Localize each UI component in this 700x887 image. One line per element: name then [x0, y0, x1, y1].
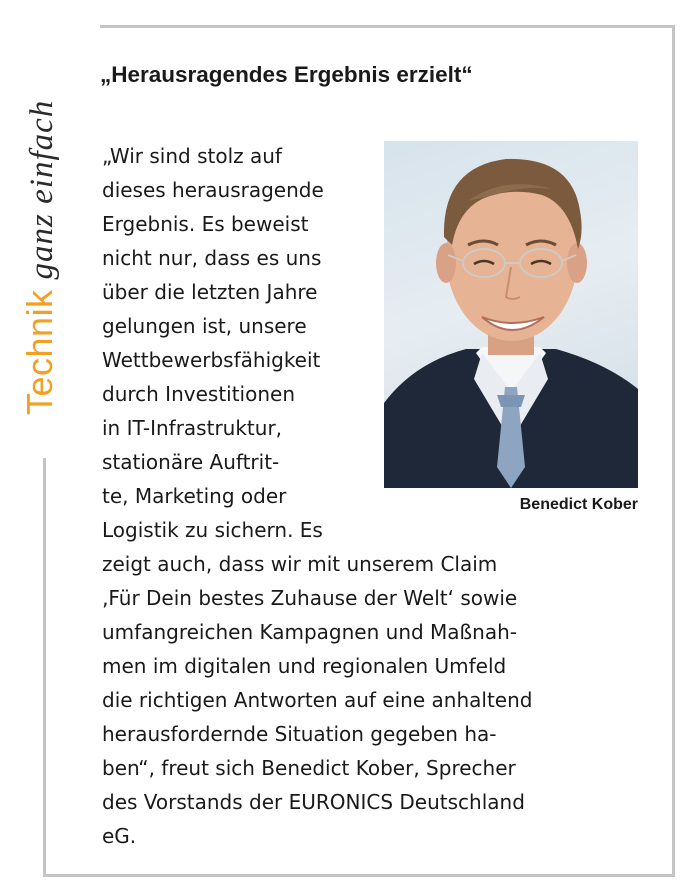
photo-caption: Benedict Kober — [519, 496, 638, 513]
vertical-brand-label — [19, 99, 60, 415]
body-line: ben“, freut sich Benedict Kober, Sprecher — [102, 756, 516, 780]
body-line: nicht nur, dass es uns — [102, 246, 322, 270]
body-line: „Wir sind stolz auf — [102, 144, 282, 168]
body-line: umfangreichen Kampagnen und Maßnah- — [102, 620, 517, 644]
body-line: men im digitalen und regionalen Umfeld — [102, 654, 507, 678]
body-line: zeigt auch, dass wir mit unserem Claim — [102, 552, 498, 576]
body-line: Wettbewerbsfähigkeit — [102, 348, 321, 372]
body-line: herausfordernde Situation gegeben ha- — [102, 722, 497, 746]
brand-word-ganz-einfach: ganz einfach — [24, 99, 60, 280]
frame-left-border — [43, 458, 46, 877]
frame-right-border — [672, 25, 675, 877]
body-line: te, Marketing oder — [102, 484, 287, 508]
body-line: in IT-Infrastruktur, — [102, 416, 283, 440]
body-line: gelungen ist, unsere — [102, 314, 307, 338]
article-body — [102, 139, 662, 853]
body-line: über die letzten Jahre — [102, 280, 318, 304]
body-line: dieses herausragende — [102, 178, 324, 202]
body-line: des Vorstands der EURONICS Deutschland — [102, 790, 525, 814]
frame-bottom-border — [43, 874, 675, 877]
body-line: durch Investitionen — [102, 382, 296, 406]
body-line: Logistik zu sichern. Es — [102, 518, 323, 542]
body-line: ‚Für Dein bestes Zuhause der Welt‘ sowie — [102, 586, 518, 610]
body-line: Ergebnis. Es beweist — [102, 212, 309, 236]
article-headline: „Herausragendes Ergebnis erzielt“ — [100, 62, 473, 87]
frame-top-border — [100, 25, 675, 28]
body-line: eG. — [102, 824, 137, 848]
body-line: die richtigen Antworten auf eine anhaltend — [102, 688, 533, 712]
body-line: stationäre Auftrit- — [102, 450, 280, 474]
brand-word-technik: Technik — [19, 289, 60, 415]
